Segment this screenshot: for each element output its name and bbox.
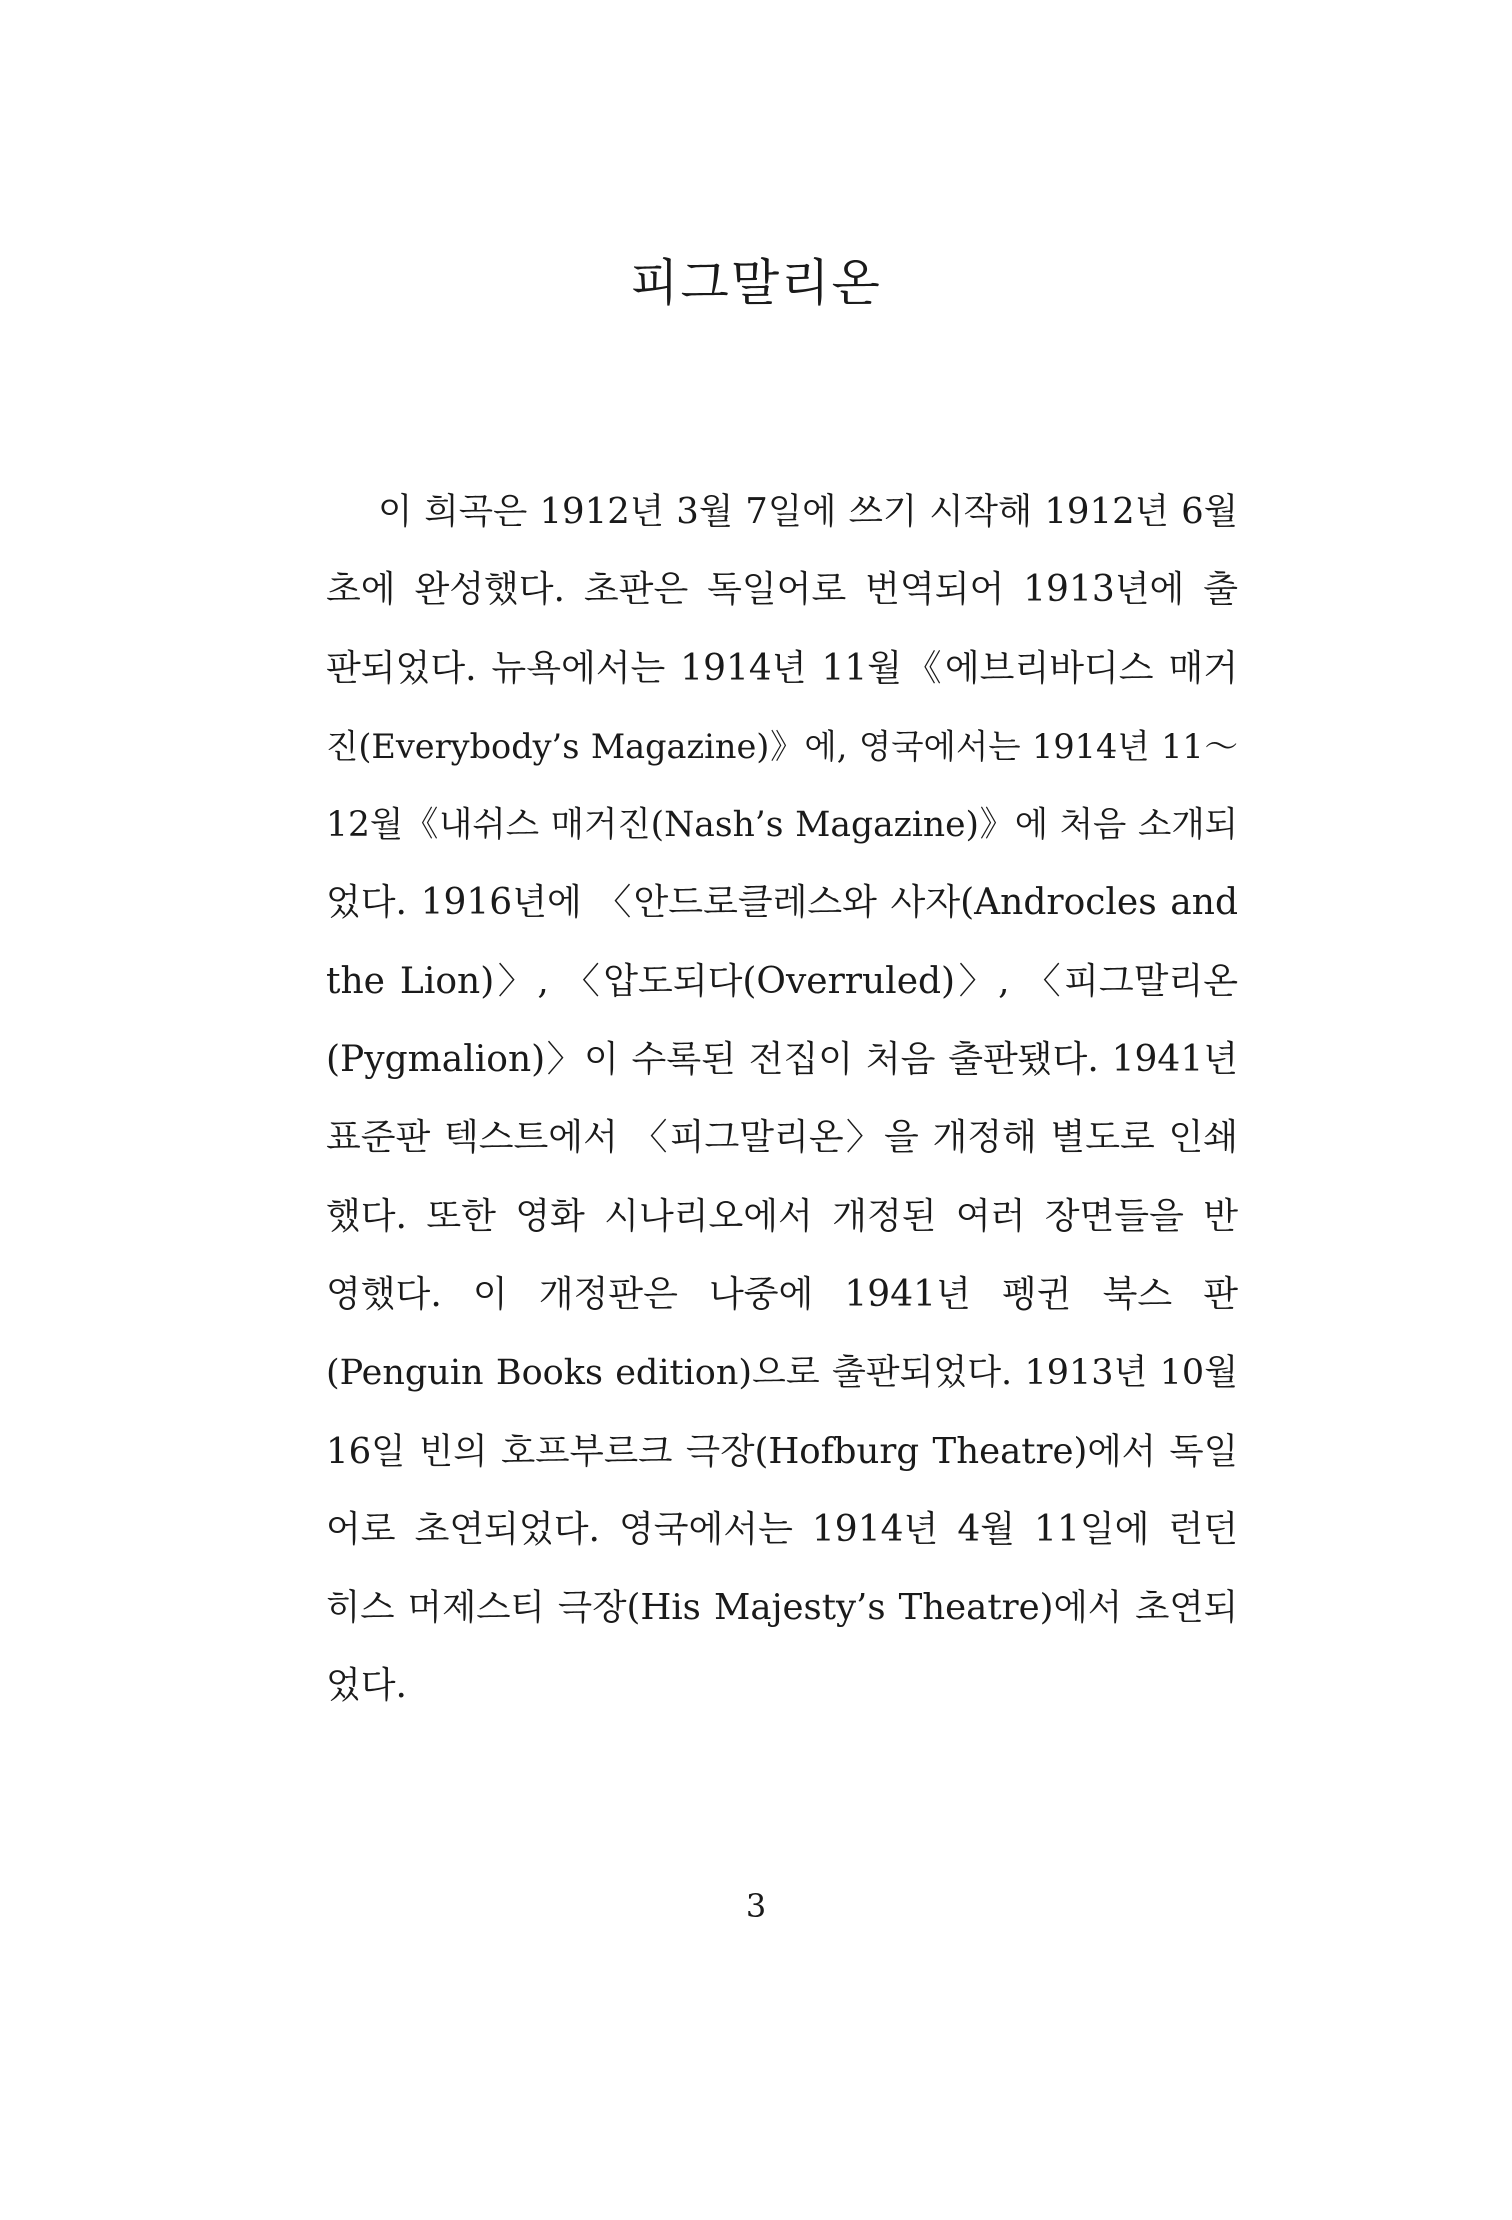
- paragraph-line: 영했다. 이 개정판은 나중에 1941년 펭귄 북스 판: [326, 1273, 1238, 1315]
- paragraph-line: (Pygmalion)〉이 수록된 전집이 처음 출판됐다. 1941년: [326, 1039, 1238, 1081]
- paragraph-line: 진(Everybody’s Magazine)》에, 영국에서는 1914년 11～: [326, 726, 1238, 766]
- paragraph-line: 16일 빈의 호프부르크 극장(Hofburg Theatre)에서 독일: [326, 1430, 1238, 1472]
- paragraph-line: 초에 완성했다. 초판은 독일어로 번역되어 1913년에 출: [326, 569, 1238, 611]
- paragraph-line: 어로 초연되었다. 영국에서는 1914년 4월 11일에 런던: [326, 1508, 1238, 1550]
- paragraph-line: 판되었다. 뉴욕에서는 1914년 11월《에브리바디스 매거: [326, 647, 1238, 689]
- paragraph-line: (Penguin Books edition)으로 출판되었다. 1913년 10월: [326, 1353, 1238, 1394]
- page-title: 피그말리온: [630, 254, 882, 312]
- paragraph-line: 히스 머제스티 극장(His Majesty’s Theatre)에서 초연되: [326, 1587, 1238, 1629]
- paragraph-line: the Lion)〉, 〈압도되다(Overruled)〉, 〈피그말리온: [326, 960, 1238, 1002]
- paragraph-line: 었다.: [326, 1665, 407, 1707]
- body-paragraph: [326, 482, 1238, 1735]
- paragraph-line: 표준판 텍스트에서 〈피그말리온〉을 개정해 별도로 인쇄: [326, 1117, 1238, 1159]
- page-number: 3: [745, 1887, 767, 1925]
- paragraph-line: 했다. 또한 영화 시나리오에서 개정된 여러 장면들을 반: [326, 1195, 1238, 1237]
- paragraph-line: 이 희곡은 1912년 3월 7일에 쓰기 시작해 1912년 6월: [378, 491, 1238, 532]
- paragraph-line: 12월《내쉬스 매거진(Nash’s Magazine)》에 처음 소개되: [326, 805, 1238, 846]
- paragraph-line: 었다. 1916년에 〈안드로클레스와 사자(Androcles and: [326, 882, 1238, 924]
